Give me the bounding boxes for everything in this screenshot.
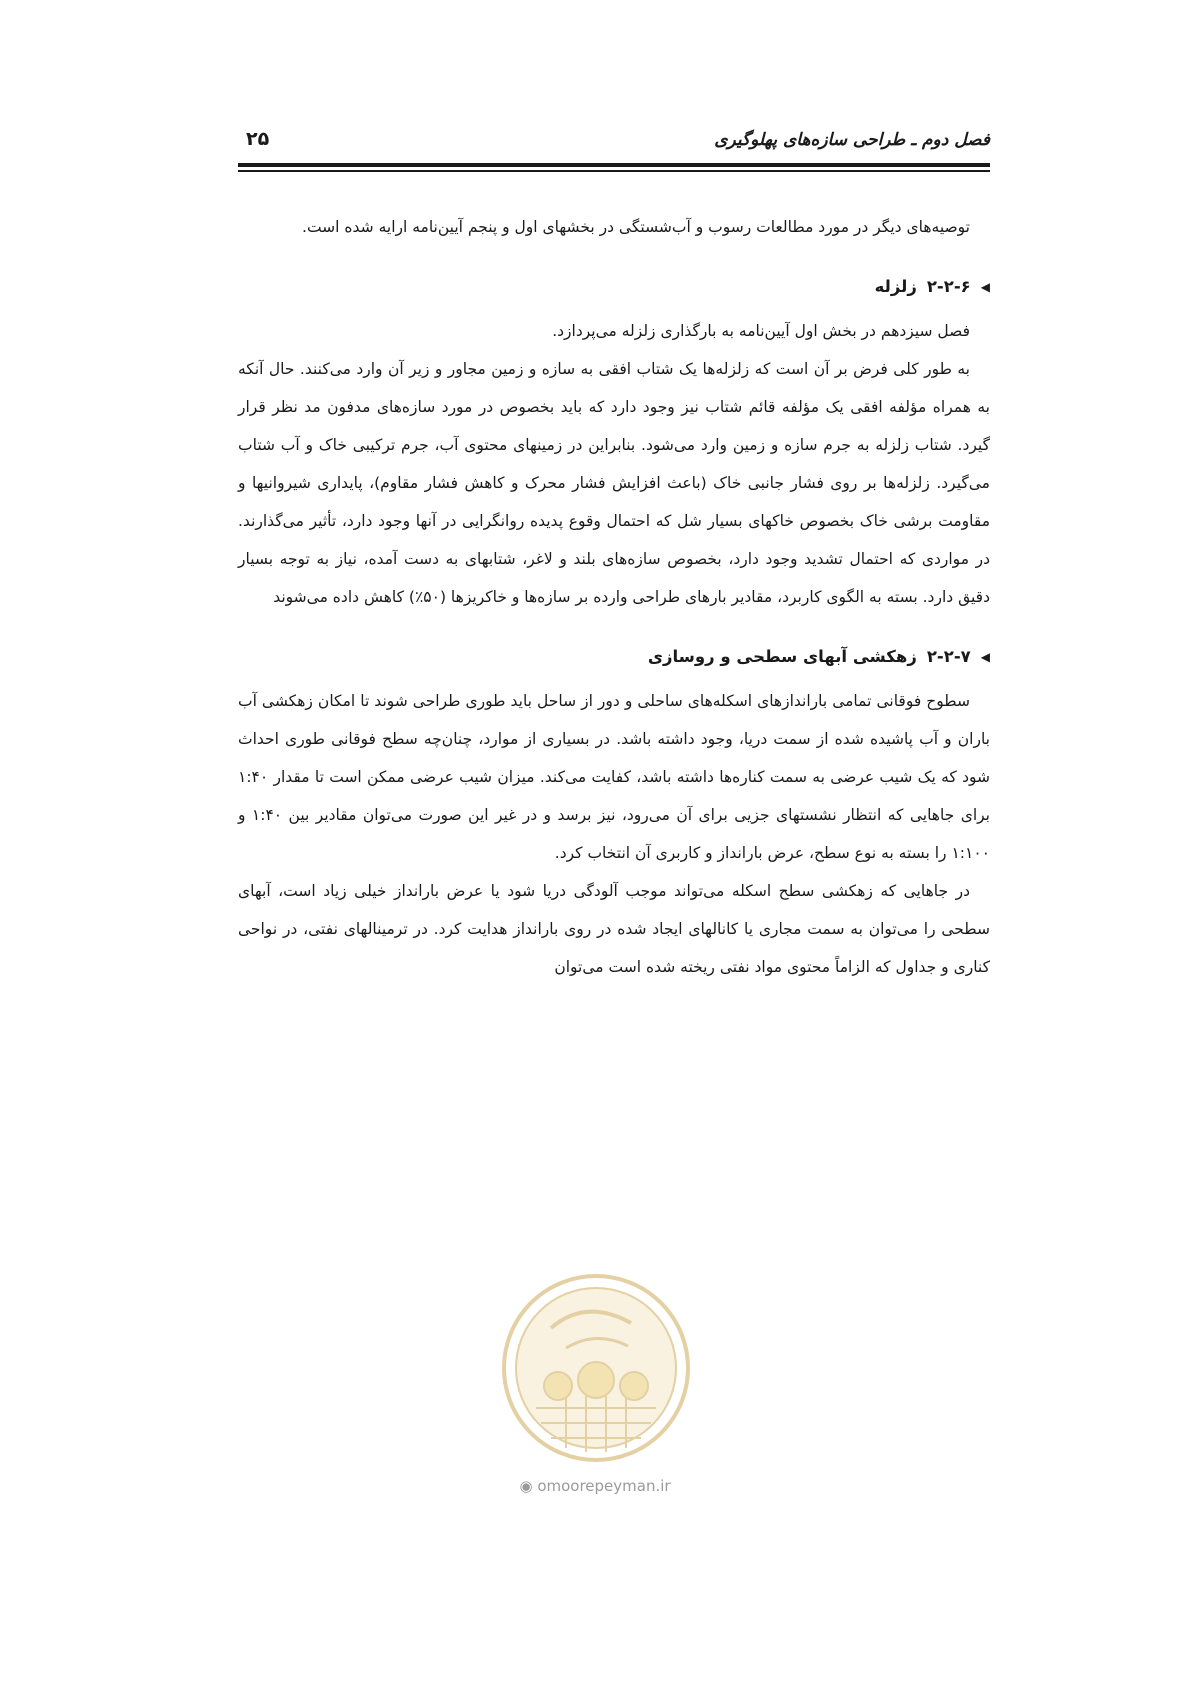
section-title: زلزله <box>874 277 917 296</box>
section-number: ۲-۲-۶ <box>926 277 971 296</box>
triangle-marker-icon: ◀ <box>980 650 990 664</box>
header-rule-thick <box>238 163 990 167</box>
intro-paragraph: توصیه‌های دیگر در مورد مطالعات رسوب و آب‌شستگی در بخشهای اول و پنجم آیین‌نامه ارایه شده است. <box>302 218 970 236</box>
watermark-url-text: omoorepeyman.ir <box>537 1477 671 1495</box>
page-number: ۲۵ <box>246 128 270 150</box>
section-title: زهکشی آبهای سطحی و روسازی <box>647 647 917 666</box>
watermark-url <box>0 1477 1190 1495</box>
running-header <box>238 124 990 154</box>
watermark-stamp-logo <box>496 1268 696 1468</box>
page-body <box>238 208 990 986</box>
section-heading-drainage <box>238 642 990 672</box>
paragraph: سطوح فوقانی تمامی باراندازهای اسکله‌های ساحلی و دور از ساحل باید طوری طراحی شوند تا امکان زهکشی آب باران و آب پاشیده شده از سمت دریا، وجود داشته باشد. در بسیاری از موارد، چنان‌چه سطح فوقانی طوری احداث شود که یک شیب عرضی به سمت کناره‌ها داشته باشد، کفایت می‌کند. میزان شیب عرضی ممکن است تا مقدار ۱:۴۰ برای جاهایی که انتظار نشستهای جزیی برای آن می‌رود، نیز برسد و در غیر این صورت می‌توان مقادیر بین ۱:۴۰ و ۱:۱۰۰ را بسته به نوع سطح، عرض بارانداز و کاربری آن انتخاب کرد. <box>238 692 990 862</box>
paragraph: فصل سیزدهم در بخش اول آیین‌نامه به بارگذاری زلزله می‌پردازد. <box>552 322 970 340</box>
globe-icon: ◉ <box>519 1477 533 1495</box>
section-number: ۲-۲-۷ <box>926 647 971 666</box>
triangle-marker-icon: ◀ <box>980 280 990 294</box>
header-rule-thin <box>238 170 990 172</box>
chapter-title: فصل دوم ـ طراحی سازه‌های پهلوگیری <box>714 130 990 150</box>
paragraph: در جاهایی که زهکشی سطح اسکله می‌تواند موجب آلودگی دریا شود یا عرض بارانداز خیلی زیاد است، آبهای سطحی را می‌توان به سمت مجاری یا کانالهای ایجاد شده در روی بارانداز هدایت کرد. در ترمینالهای نفتی، در نواحی کناری و جداول که الزاماً محتوی مواد نفتی ریخته شده است می‌توان <box>238 882 990 976</box>
paragraph: به طور کلی فرض بر آن است که زلزله‌ها یک شتاب افقی به سازه و زمین مجاور و زیر آن وارد می‌کنند. حال آنکه به همراه مؤلفه افقی یک مؤلفه قائم شتاب نیز وجود دارد که باید بخصوص در مورد سازه‌های مدفون مد نظر قرار گیرد. شتاب زلزله به جرم سازه و زمین وارد می‌شود. بنابراین در زمینهای محتوی آب، جرم ترکیبی خاک و آب شتاب می‌گیرد. زلزله‌ها بر روی فشار جانبی خاک (باعث افزایش فشار محرک و کاهش فشار مقاوم)، پایداری شیروانیها و مقاومت برشی خاک بخصوص خاکهای بسیار شل که احتمال وقوع پدیده روانگرایی در آنها وجود دارد، تأثیر می‌گذارند. در مواردی که احتمال تشدید وجود دارد، بخصوص سازه‌های بلند و لاغر، شتابهای به دست آمده، نیاز به توجه بسیار دقیق دارد. بسته به الگوی کاربرد، مقادیر بارهای طراحی وارده بر سازه‌ها و خاکریزها (۵۰٪) کاهش داده می‌شوند <box>238 360 990 606</box>
section-heading-earthquake <box>238 272 990 302</box>
